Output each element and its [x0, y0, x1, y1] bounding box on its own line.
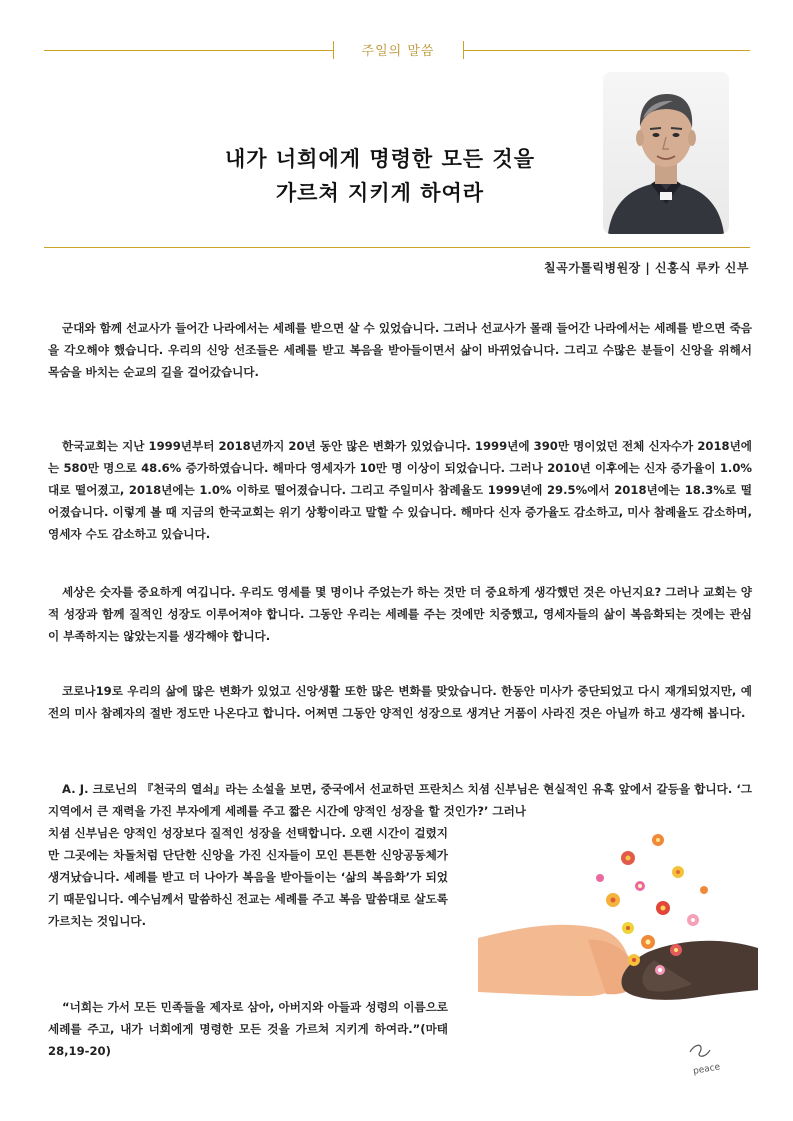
author-portrait [603, 72, 729, 234]
illustration-svg [478, 820, 758, 1090]
body-paragraph-2: 한국교회는 지난 1999년부터 2018년까지 20년 동안 많은 변화가 있었습니다. 1999년에 390만 명이었던 전체 신자수가 2018년에는 580만 명으로 48.6% 증가하였습니다. 해마다 영세자가 10만 명 이상이 되었습니다. 그러나 2010년 이후에는 신자 증가율이 1.0% 대로 떨어졌고, 2018년에는 1.0% 이하로 떨어졌습니다. 그리고 주일미사 참례율도 1999년에 29.5%에서 2018년에는 18.3%로 떨어졌습니다. 이렇게 볼 때 지금의 한국교회는 위기 상황이라고 말할 수 있습니다. 해마다 신자 증가율도 감소하고, 미사 참례율도 감소하며, 영세자 수도 감소하고 있습니다. [48, 439, 752, 541]
page-title [160, 142, 600, 210]
body-paragraph-5-continued: 치셤 신부님은 양적인 성장보다 질적인 성장을 선택합니다. 오랜 시간이 걸렸지만 그곳에는 차돌처럼 단단한 신앙을 가진 신자들이 모인 튼튼한 신앙공동체가 생겨났습니다. 세례를 받고 더 나아가 복음을 받아들이는 ‘삶의 복음화’가 되었기 때문입니다. 예수님께서 말씀하신 전교는 세례를 주고 복음 말씀대로 살도록 가르치는 것입니다. [48, 826, 448, 928]
section-label: 주일의 말씀 [361, 44, 435, 59]
scripture-quote: “너희는 가서 모든 민족들을 제자로 삼아, 아버지와 아들과 성령의 이름으로 세례를 주고, 내가 너희에게 명령한 모든 것을 가르쳐 지키게 하여라.”(마태 28,19-20) [48, 1000, 448, 1058]
body-paragraph-5: A. J. 크로닌의 『천국의 열쇠』라는 소설을 보면, 중국에서 선교하던 프란치스 치셤 신부님은 현실적인 유혹 앞에서 갈등을 합니다. ‘그 지역에서 큰 재력을 가진 부자에게 세례를 주고 짧은 시간에 양적인 성장을 할 것인가?’ 그러나 [48, 782, 752, 818]
body-paragraph-1: 군대와 함께 선교사가 들어간 나라에서는 세례를 받으면 살 수 있었습니다. 그러나 선교사가 몰래 들어간 나라에서는 세례를 받으면 죽음을 각오해야 했습니다. 우리의 신앙 선조들은 세례를 받고 복음을 받아들이면서 삶이 바뀌었습니다. 그리고 수많은 분들이 신앙을 위해서 목숨을 바치는 순교의 길을 걸어갔습니다. [48, 321, 752, 379]
hands-flowers-illustration [478, 820, 758, 1090]
svg-text:peace: peace [692, 1062, 721, 1077]
artist-signature [690, 1045, 721, 1077]
title-divider [44, 247, 750, 248]
title-line-1: 내가 너희에게 명령한 모든 것을 [225, 147, 535, 171]
title-line-2: 가르쳐 지키게 하여라 [275, 181, 485, 205]
header-rule-right [463, 50, 750, 51]
header-rule-left [44, 50, 333, 51]
portrait-image [603, 72, 729, 234]
body-paragraph-4: 코로나19로 우리의 삶에 많은 변화가 있었고 신앙생활 또한 많은 변화를 맞았습니다. 한동안 미사가 중단되었고 다시 재개되었지만, 예전의 미사 참례자의 절반 정도만 나온다고 합니다. 어쩌면 그동안 양적인 성장으로 생겨난 거품이 사라진 것은 아닐까 하고 생각해 봅니다. [48, 684, 752, 720]
author-byline: 칠곡가톨릭병원장 | 신홍식 루카 신부 [544, 261, 749, 275]
body-paragraph-3: 세상은 숫자를 중요하게 여깁니다. 우리도 영세를 몇 명이나 주었는가 하는 것만 더 중요하게 생각했던 것은 아닌지요? 그러나 교회는 양적 성장과 함께 질적인 성장도 이루어져야 합니다. 그동안 우리는 세례를 주는 것에만 치중했고, 영세자들의 삶이 복음화되는 것에는 관심이 부족하지는 않았는지를 생각해야 합니다. [48, 585, 752, 643]
